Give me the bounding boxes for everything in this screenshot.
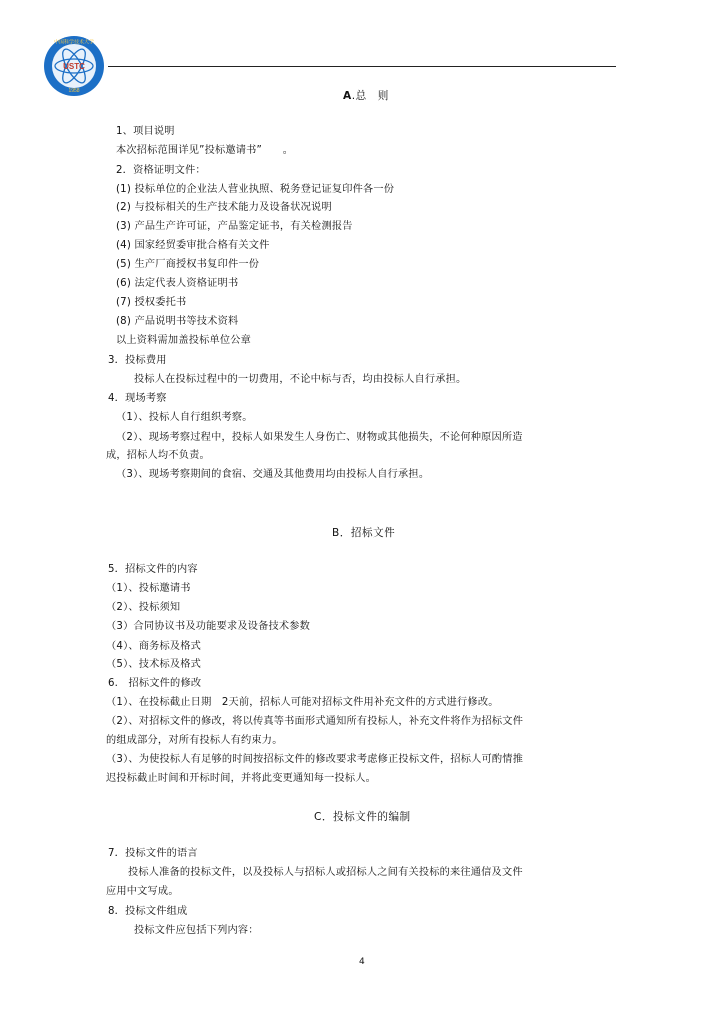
text-line: (3) 产品生产许可证，产品鉴定证书，有关检测报告 — [116, 221, 353, 232]
text-line: （1）、投标人自行组织考察。 — [116, 412, 253, 423]
text-line: 8．投标文件组成 — [108, 906, 188, 917]
logo-year-text: 1958 — [68, 88, 80, 94]
text-line: （3）、为使投标人有足够的时间按招标文件的修改要求考虑修正投标文件，招标人可酌情推 — [106, 754, 524, 765]
page-number: 4 — [359, 957, 365, 967]
section-a-letter: A — [343, 90, 352, 102]
text-line: （1）、在投标截止日期 2天前，招标人可能对招标文件用补充文件的方式进行修改。 — [106, 697, 499, 708]
text-line: 迟投标截止时间和开标时间，并将此变更通知每一投标人。 — [106, 773, 377, 784]
text-line: （3）、现场考察期间的食宿、交通及其他费用均由投标人自行承担。 — [116, 469, 430, 480]
section-c-title: C．投标文件的编制 — [314, 811, 411, 823]
section-b-title: B．招标文件 — [332, 527, 396, 539]
text-line: 1、项目说明 — [116, 126, 175, 137]
text-line: 7．投标文件的语言 — [108, 848, 198, 859]
text-line: 以上资料需加盖投标单位公章 — [116, 335, 252, 346]
text-line: （4）、商务标及格式 — [106, 641, 202, 652]
text-line: 投标人准备的投标文件，以及投标人与招标人或招标人之间有关投标的来往通信及文件 — [128, 867, 523, 878]
text-line: （2）、对招标文件的修改，将以传真等书面形式通知所有投标人，补充文件将作为招标文件 — [106, 716, 524, 727]
text-line: 6. 招标文件的修改 — [108, 678, 202, 689]
text-line: 投标文件应包括下列内容： — [134, 925, 259, 936]
text-line: （2）、现场考察过程中，投标人如果发生人身伤亡、财物或其他损失，不论何种原因所造 — [116, 432, 523, 443]
text-line: 成，招标人均不负责。 — [106, 450, 210, 461]
section-a-title-text: .总 则 — [351, 90, 389, 102]
text-line: 3．投标费用 — [108, 355, 167, 366]
logo-center-text: USTC — [63, 62, 85, 71]
logo-top-text: 中国科学技术大学 — [53, 39, 95, 46]
text-line: （2）、投标须知 — [106, 602, 181, 613]
text-line: (7) 授权委托书 — [116, 297, 187, 308]
text-line: (1) 投标单位的企业法人营业执照、税务登记证复印件各一份 — [116, 184, 395, 195]
text-line: (4) 国家经贸委审批合格有关文件 — [116, 240, 270, 251]
text-line: 4．现场考察 — [108, 393, 167, 404]
text-line: 本次招标范围详见”投标邀请书” 。 — [116, 145, 294, 156]
text-line: 2．资格证明文件： — [116, 165, 206, 176]
text-line: (8) 产品说明书等技术资料 — [116, 316, 239, 327]
university-logo-icon — [43, 35, 105, 97]
text-line: 的组成部分，对所有投标人有约束力。 — [106, 735, 283, 746]
text-line: (2) 与投标相关的生产技术能力及设备状况说明 — [116, 202, 332, 213]
text-line: (6) 法定代表人资格证明书 — [116, 278, 239, 289]
text-line: （3）合同协议书及功能要求及设备技术参数 — [106, 621, 311, 632]
text-line: 投标人在投标过程中的一切费用，不论中标与否，均由投标人自行承担。 — [134, 374, 467, 385]
header-rule — [108, 66, 616, 67]
text-line: （5）、技术标及格式 — [106, 659, 202, 670]
text-line: 5．招标文件的内容 — [108, 564, 198, 575]
section-a-title — [343, 89, 389, 103]
text-line: 应用中文写成。 — [106, 886, 179, 897]
text-line: (5) 生产厂商授权书复印件一份 — [116, 259, 260, 270]
text-line: （1）、投标邀请书 — [106, 583, 191, 594]
